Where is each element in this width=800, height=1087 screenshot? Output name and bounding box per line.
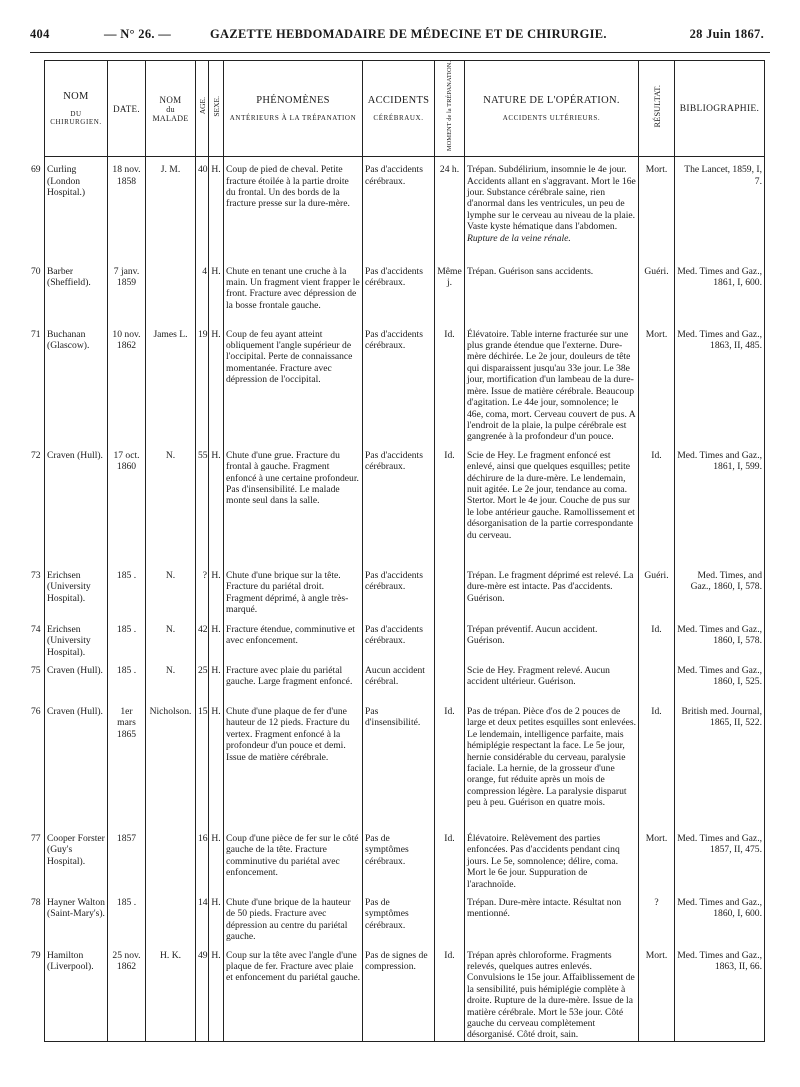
case-number: 77 bbox=[31, 832, 41, 844]
cerebral-accidents: Pas d'accidents cérébraux. bbox=[363, 563, 435, 617]
issue-date: 28 Juin 1867. bbox=[689, 27, 764, 41]
table-row bbox=[45, 699, 765, 826]
operation-body: Trépan. Le fragment déprimé est relevé. La dure-mère est intacte. Pas d'accidents. Guérison. bbox=[467, 569, 634, 604]
operation-text bbox=[465, 826, 639, 890]
col-date: DATE. bbox=[108, 61, 146, 157]
cerebral-accidents: Pas de symptômes cérébraux. bbox=[363, 890, 435, 943]
bibliography-ref: Med. Times and Gaz., 1863, II, 66. bbox=[675, 943, 765, 1042]
table-row bbox=[45, 157, 765, 259]
patient-age: 14 bbox=[196, 890, 209, 943]
patient-age: 25 bbox=[196, 658, 209, 699]
trepanation-moment: Id. bbox=[435, 826, 465, 890]
phenomena-text: Coup de pied de cheval. Petite fracture étoilée à la partie droite du frontal. Un des bords de la fracture presse sur la dure-mère. bbox=[224, 157, 363, 259]
patient-age: 16 bbox=[196, 826, 209, 890]
case-date: 10 nov. 1862 bbox=[108, 322, 146, 443]
patient-sex: H. bbox=[209, 259, 224, 322]
case-date: 185 . bbox=[108, 617, 146, 658]
surgeon-label: Buchanan (Glascow). bbox=[47, 328, 90, 352]
case-result: Id. bbox=[639, 617, 675, 658]
patient-name: Nicholson. bbox=[146, 699, 196, 826]
issue-number: — N° 26. — bbox=[104, 27, 172, 41]
col-accidents: ACCIDENTS CÉRÉBRAUX. bbox=[363, 61, 435, 157]
phenomena-text: Fracture avec plaie du pariétal gauche. Large fragment enfoncé. bbox=[224, 658, 363, 699]
bibliography-ref: Med. Times, and Gaz., 1860, I, 578. bbox=[675, 563, 765, 617]
surgeon-name bbox=[31, 658, 108, 699]
phenomena-text: Chute d'une brique de la hauteur de 50 pieds. Fracture avec dépression au centre du pariétal gauche. bbox=[224, 890, 363, 943]
patient-sex: H. bbox=[209, 157, 224, 259]
case-date: 17 oct. 1860 bbox=[108, 443, 146, 563]
case-number: 69 bbox=[31, 164, 41, 176]
col-surgeon: NOM DU CHIRURGIEN. bbox=[45, 61, 108, 157]
table-row bbox=[45, 259, 765, 322]
surgeon-label: Craven (Hull). bbox=[47, 664, 103, 676]
patient-age: ? bbox=[196, 563, 209, 617]
case-number: 75 bbox=[31, 664, 41, 676]
surgeon-label: Erichsen (University Hospital). bbox=[47, 569, 91, 604]
patient-sex: H. bbox=[209, 617, 224, 658]
surgeon-label: Erichsen (University Hospital). bbox=[47, 623, 91, 658]
case-date: 185 . bbox=[108, 658, 146, 699]
surgeon-label: Craven (Hull). bbox=[47, 449, 103, 461]
col-moment: MOMENT de la TRÉPANATION. bbox=[435, 61, 465, 157]
patient-name: H. K. bbox=[146, 943, 196, 1042]
patient-sex: H. bbox=[209, 443, 224, 563]
patient-name bbox=[146, 259, 196, 322]
patient-name: James L. bbox=[146, 322, 196, 443]
table-row bbox=[45, 617, 765, 658]
surgeon-label: Hayner Walton (Saint-Mary's). bbox=[47, 896, 105, 920]
operation-text bbox=[465, 443, 639, 563]
surgeon-name bbox=[31, 563, 108, 617]
page-number: 404 bbox=[30, 27, 50, 41]
cerebral-accidents: Pas d'accidents cérébraux. bbox=[363, 443, 435, 563]
case-number: 76 bbox=[31, 705, 41, 717]
col-age: AGE. bbox=[196, 61, 209, 157]
operation-text bbox=[465, 259, 639, 322]
patient-sex: H. bbox=[209, 322, 224, 443]
operation-body: Trépan préventif. Aucun accident. Guérison. bbox=[467, 623, 598, 647]
operation-text bbox=[465, 890, 639, 943]
col-patient: NOM du MALADE bbox=[146, 61, 196, 157]
patient-name: J. M. bbox=[146, 157, 196, 259]
patient-age: 15 bbox=[196, 699, 209, 826]
operation-body: Trépan. Guérison sans accidents. bbox=[467, 265, 594, 277]
trepanation-table bbox=[31, 60, 765, 1042]
operation-body: Trépan après chloroforme. Fragments relevés, quelques autres enlevés. Convulsions le 15e jour. Affaiblissement de la sensibilité, puis hémiplégie complète à droite. Rupture de la dure-mère. Issue de la matière cérébrale. Mort le 53e jour. Côté gauche du cerveau complètement désorganisé. Côté droit, sain. bbox=[467, 949, 635, 1041]
trepanation-moment bbox=[435, 890, 465, 943]
case-number: 79 bbox=[31, 949, 41, 961]
case-number: 72 bbox=[31, 449, 41, 461]
patient-sex: H. bbox=[209, 658, 224, 699]
operation-text bbox=[465, 658, 639, 699]
case-result: Guéri. bbox=[639, 563, 675, 617]
case-number: 71 bbox=[31, 328, 41, 340]
surgeon-label: Curling (London Hospital.) bbox=[47, 164, 86, 198]
surgeon-name bbox=[31, 322, 108, 443]
patient-age: 49 bbox=[196, 943, 209, 1042]
case-number: 78 bbox=[31, 896, 41, 908]
col-phenomena: PHÉNOMÈNES ANTÉRIEURS À LA TRÉPANATION bbox=[224, 61, 363, 157]
patient-sex: H. bbox=[209, 890, 224, 943]
operation-text bbox=[465, 322, 639, 443]
patient-name bbox=[146, 890, 196, 943]
bibliography-ref: Med. Times and Gaz., 1860, I, 525. bbox=[675, 658, 765, 699]
cerebral-accidents: Pas d'accidents cérébraux. bbox=[363, 259, 435, 322]
case-date: 25 nov. 1862 bbox=[108, 943, 146, 1042]
case-result: Id. bbox=[639, 699, 675, 826]
table-row bbox=[45, 826, 765, 890]
bibliography-ref: Med. Times and Gaz., 1861, I, 599. bbox=[675, 443, 765, 563]
operation-text bbox=[465, 157, 639, 259]
table-header-row bbox=[45, 61, 765, 157]
case-result: Mort. bbox=[639, 943, 675, 1042]
col-operation: NATURE DE L'OPÉRATION. ACCIDENTS ULTÉRIEURS. bbox=[465, 61, 639, 157]
cerebral-accidents: Pas d'accidents cérébraux. bbox=[363, 617, 435, 658]
case-date: 185 . bbox=[108, 563, 146, 617]
trepanation-moment: Id. bbox=[435, 943, 465, 1042]
operation-body: Élévatoire. Table interne fracturée sur une plus grande étendue que l'externe. Dure-mère déchirée. Le 2e jour, douleurs de tête qui disparaissent jusqu'au 33e jour. Le 38e jour, mortification d'un lambeau de la dure-mère. Issue de matière cérébrale. Beaucoup d'agitation. Le 44e jour, somnolence; le 46e, coma, mort. Cerveau couvert de pus. A l'endroit de la plaie, la pulpe cérébrale est gangrenée à la profondeur d'un pouce. bbox=[467, 328, 636, 443]
trepanation-moment: Id. bbox=[435, 322, 465, 443]
journal-title: GAZETTE HEBDOMADAIRE DE MÉDECINE ET DE CHIRURGIE. bbox=[210, 27, 607, 41]
trepanation-moment bbox=[435, 658, 465, 699]
operation-italic: Rupture de la veine rénale. bbox=[467, 232, 571, 244]
cerebral-accidents: Pas de symptômes cérébraux. bbox=[363, 826, 435, 890]
case-date: 185 . bbox=[108, 890, 146, 943]
table-row bbox=[45, 563, 765, 617]
operation-body: Scie de Hey. Le fragment enfoncé est enlevé, ainsi que quelques esquilles; petite déchirure de la dure-mère. Le lendemain, nuit agitée. Le 2e jour, tendance au coma. Stertor. Mort le 4e jour. Couche de pus sur le lobe antérieur gauche. Ramollissement et désorganisation de la partie correspondante du cerveau. bbox=[467, 449, 635, 541]
operation-body: Élévatoire. Relèvement des parties enfoncées. Pas d'accidents pendant cinq jours. Le 5e, somnolence; délire, coma. Mort le 6e jour. Suppuration de l'arachnoïde. bbox=[467, 832, 620, 890]
surgeon-name bbox=[31, 443, 108, 563]
patient-name bbox=[146, 826, 196, 890]
operation-text bbox=[465, 563, 639, 617]
patient-name: N. bbox=[146, 443, 196, 563]
surgeon-name bbox=[31, 259, 108, 322]
case-result: Guéri. bbox=[639, 259, 675, 322]
bibliography-ref: Med. Times and Gaz., 1863, II, 485. bbox=[675, 322, 765, 443]
case-result: Id. bbox=[639, 443, 675, 563]
table-row bbox=[45, 443, 765, 563]
patient-name: N. bbox=[146, 617, 196, 658]
patient-age: 40 bbox=[196, 157, 209, 259]
case-result bbox=[639, 658, 675, 699]
trepanation-moment bbox=[435, 563, 465, 617]
case-number: 74 bbox=[31, 623, 41, 635]
patient-age: 42 bbox=[196, 617, 209, 658]
case-result: Mort. bbox=[639, 322, 675, 443]
operation-body: Trépan. Subdélirium, insomnie le 4e jour. Accidents allant en s'aggravant. Mort le 16e jour. Substance cérébrale saine, rien d'anormal dans les ventricules, un peu de lymphe sur le cerveau au niveau de la plaie. Vaste kyste hématique dans l'abdomen. bbox=[467, 164, 636, 233]
surgeon-name bbox=[31, 157, 108, 259]
operation-body: Pas de trépan. Pièce d'os de 2 pouces de large et deux petites esquilles sont enlevées. Le lendemain, intelligence parfaite, mais hémiplégie respectant la face. Le 5e jour, hernie considérable du cerveau, paralysie faciale. La hernie, de la grosseur d'une orange, fut réduite après un mois de compression légère. La paralysie disparut peu à peu. Guérison en quatre mois. bbox=[467, 705, 636, 809]
bibliography-ref: Med. Times and Gaz., 1857, II, 475. bbox=[675, 826, 765, 890]
case-date: 1857 bbox=[108, 826, 146, 890]
col-result: RÉSULTAT. bbox=[639, 61, 675, 157]
cerebral-accidents: Pas d'accidents cérébraux. bbox=[363, 322, 435, 443]
operation-text bbox=[465, 699, 639, 826]
patient-name: N. bbox=[146, 563, 196, 617]
cerebral-accidents: Pas de signes de compression. bbox=[363, 943, 435, 1042]
case-result: ? bbox=[639, 890, 675, 943]
patient-sex: H. bbox=[209, 699, 224, 826]
case-number: 73 bbox=[31, 569, 41, 581]
col-sex: SEXE. bbox=[209, 61, 224, 157]
patient-age: 19 bbox=[196, 322, 209, 443]
surgeon-label: Barber (Sheffield). bbox=[47, 265, 91, 289]
bibliography-ref: The Lancet, 1859, I, 7. bbox=[675, 157, 765, 259]
patient-age: 4 bbox=[196, 259, 209, 322]
operation-text bbox=[465, 943, 639, 1042]
bibliography-ref: Med. Times and Gaz., 1861, I, 600. bbox=[675, 259, 765, 322]
patient-name: N. bbox=[146, 658, 196, 699]
header-rule bbox=[30, 52, 770, 53]
bibliography-ref: Med. Times and Gaz., 1860, I, 578. bbox=[675, 617, 765, 658]
bibliography-ref: Med. Times and Gaz., 1860, I, 600. bbox=[675, 890, 765, 943]
table-row bbox=[45, 890, 765, 943]
surgeon-name bbox=[31, 890, 108, 943]
operation-body: Scie de Hey. Fragment relevé. Aucun accident ultérieur. Guérison. bbox=[467, 664, 610, 688]
phenomena-text: Fracture étendue, comminutive et avec enfoncement. bbox=[224, 617, 363, 658]
surgeon-name bbox=[31, 617, 108, 658]
trepanation-moment: 24 h. bbox=[435, 157, 465, 259]
patient-age: 55 bbox=[196, 443, 209, 563]
case-date: 7 janv. 1859 bbox=[108, 259, 146, 322]
trepanation-moment: Id. bbox=[435, 443, 465, 563]
cerebral-accidents: Pas d'insensibilité. bbox=[363, 699, 435, 826]
phenomena-text: Chute d'une plaque de fer d'une hauteur de 12 pieds. Fracture du vertex. Fragment enfoncé à la profondeur d'un pouce et demi. Issue de matière cérébrale. bbox=[224, 699, 363, 826]
operation-text bbox=[465, 617, 639, 658]
case-number: 70 bbox=[31, 265, 41, 277]
phenomena-text: Chute d'une brique sur la tête. Fracture du pariétal droit. Fragment déprimé, à angle très-marqué. bbox=[224, 563, 363, 617]
surgeon-label: Cooper Forster (Guy's Hospital). bbox=[47, 832, 105, 867]
surgeon-name bbox=[31, 826, 108, 890]
patient-sex: H. bbox=[209, 943, 224, 1042]
surgeon-label: Hamilton (Liverpool). bbox=[47, 949, 94, 973]
phenomena-text: Chute en tenant une cruche à la main. Un fragment vient frapper le front. Fracture avec dépression de la bosse frontale gauche. bbox=[224, 259, 363, 322]
running-header bbox=[0, 27, 800, 49]
surgeon-label: Craven (Hull). bbox=[47, 705, 103, 717]
bibliography-ref: British med. Journal, 1865, II, 522. bbox=[675, 699, 765, 826]
patient-sex: H. bbox=[209, 826, 224, 890]
case-result: Mort. bbox=[639, 826, 675, 890]
case-result: Mort. bbox=[639, 157, 675, 259]
case-date: 1er mars 1865 bbox=[108, 699, 146, 826]
operation-body: Trépan. Dure-mère intacte. Résultat non mentionné. bbox=[467, 896, 622, 920]
phenomena-text: Coup d'une pièce de fer sur le côté gauche de la tête. Fracture comminutive du pariétal avec enfoncement. bbox=[224, 826, 363, 890]
phenomena-text: Coup de feu ayant atteint obliquement l'angle supérieur de l'occipital. Perte de connaissance momentanée. Fracture avec dépression de l'occipital. bbox=[224, 322, 363, 443]
cerebral-accidents: Aucun accident cérébral. bbox=[363, 658, 435, 699]
trepanation-moment: Id. bbox=[435, 699, 465, 826]
cerebral-accidents: Pas d'accidents cérébraux. bbox=[363, 157, 435, 259]
col-bibliography: BIBLIOGRAPHIE. bbox=[675, 61, 765, 157]
table-row bbox=[45, 322, 765, 443]
surgeon-name bbox=[31, 943, 108, 1042]
table-row bbox=[45, 658, 765, 699]
trepanation-moment bbox=[435, 617, 465, 658]
case-date: 18 nov. 1858 bbox=[108, 157, 146, 259]
patient-sex: H. bbox=[209, 563, 224, 617]
phenomena-text: Chute d'une grue. Fracture du frontal à gauche. Fragment enfoncé à une certaine profondeur. Pas d'insensibilité. Le malade monte seul dans la salle. bbox=[224, 443, 363, 563]
surgeon-name bbox=[31, 699, 108, 826]
table-row bbox=[45, 943, 765, 1042]
phenomena-text: Coup sur la tête avec l'angle d'une plaque de fer. Fracture avec plaie et enfoncement du pariétal gauche. bbox=[224, 943, 363, 1042]
trepanation-moment: Même j. bbox=[435, 259, 465, 322]
